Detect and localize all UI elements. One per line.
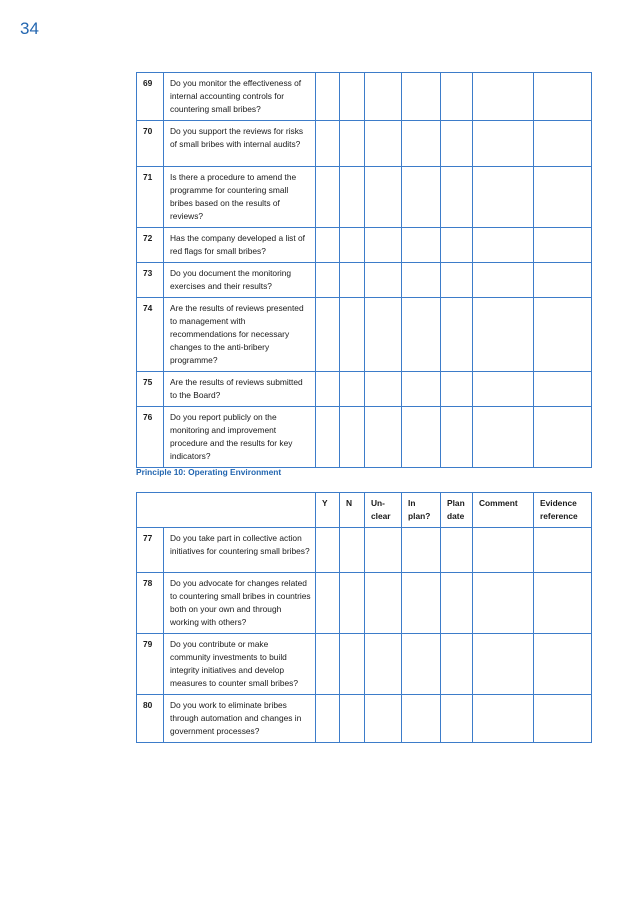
answer-in-plan-cell[interactable] (402, 372, 441, 407)
header-n: N (340, 493, 365, 528)
answer-in-plan-cell[interactable] (402, 634, 441, 695)
plan-date-cell[interactable] (441, 73, 473, 121)
plan-date-cell[interactable] (441, 167, 473, 228)
answer-y-cell[interactable] (316, 573, 340, 634)
answer-n-cell[interactable] (340, 121, 365, 167)
evidence-reference-cell[interactable] (534, 634, 592, 695)
evidence-reference-cell[interactable] (534, 228, 592, 263)
comment-cell[interactable] (473, 407, 534, 468)
question-number: 79 (137, 634, 164, 695)
answer-unclear-cell[interactable] (365, 695, 402, 743)
question-number: 73 (137, 263, 164, 298)
answer-n-cell[interactable] (340, 528, 365, 573)
evidence-reference-cell[interactable] (534, 695, 592, 743)
answer-unclear-cell[interactable] (365, 573, 402, 634)
answer-n-cell[interactable] (340, 372, 365, 407)
evidence-reference-cell[interactable] (534, 121, 592, 167)
question-text: Do you advocate for changes related to countering small bribes in countries both on your own and through working with others? (164, 573, 316, 634)
comment-cell[interactable] (473, 121, 534, 167)
answer-n-cell[interactable] (340, 573, 365, 634)
comment-cell[interactable] (473, 695, 534, 743)
question-text: Do you monitor the effectiveness of internal accounting controls for countering small bribes? (164, 73, 316, 121)
checklist-table-operating-environment (136, 492, 592, 743)
answer-n-cell[interactable] (340, 228, 365, 263)
answer-y-cell[interactable] (316, 73, 340, 121)
table-row (137, 298, 592, 372)
question-text: Are the results of reviews presented to management with recommendations for necessary changes to the anti-bribery programme? (164, 298, 316, 372)
answer-y-cell[interactable] (316, 695, 340, 743)
answer-y-cell[interactable] (316, 121, 340, 167)
answer-n-cell[interactable] (340, 73, 365, 121)
answer-in-plan-cell[interactable] (402, 121, 441, 167)
question-number: 78 (137, 573, 164, 634)
comment-cell[interactable] (473, 298, 534, 372)
evidence-reference-cell[interactable] (534, 372, 592, 407)
table-row (137, 573, 592, 634)
question-number: 70 (137, 121, 164, 167)
comment-cell[interactable] (473, 263, 534, 298)
answer-unclear-cell[interactable] (365, 634, 402, 695)
answer-unclear-cell[interactable] (365, 407, 402, 468)
answer-y-cell[interactable] (316, 167, 340, 228)
header-row (137, 493, 592, 528)
answer-n-cell[interactable] (340, 298, 365, 372)
question-text: Has the company developed a list of red flags for small bribes? (164, 228, 316, 263)
page-number: 34 (20, 19, 39, 38)
plan-date-cell[interactable] (441, 573, 473, 634)
comment-cell[interactable] (473, 73, 534, 121)
answer-unclear-cell[interactable] (365, 228, 402, 263)
question-text: Do you take part in collective action initiatives for countering small bribes? (164, 528, 316, 573)
header-evidence: Evidence reference (534, 493, 592, 528)
plan-date-cell[interactable] (441, 228, 473, 263)
answer-in-plan-cell[interactable] (402, 407, 441, 468)
answer-n-cell[interactable] (340, 263, 365, 298)
answer-in-plan-cell[interactable] (402, 167, 441, 228)
evidence-reference-cell[interactable] (534, 573, 592, 634)
plan-date-cell[interactable] (441, 528, 473, 573)
table-row (137, 407, 592, 468)
answer-unclear-cell[interactable] (365, 528, 402, 573)
section-heading: Principle 10: Operating Environment (136, 467, 282, 477)
answer-unclear-cell[interactable] (365, 298, 402, 372)
answer-n-cell[interactable] (340, 695, 365, 743)
question-number: 77 (137, 528, 164, 573)
answer-n-cell[interactable] (340, 407, 365, 468)
answer-y-cell[interactable] (316, 634, 340, 695)
table-row (137, 121, 592, 167)
answer-in-plan-cell[interactable] (402, 573, 441, 634)
answer-y-cell[interactable] (316, 372, 340, 407)
answer-y-cell[interactable] (316, 263, 340, 298)
comment-cell[interactable] (473, 528, 534, 573)
answer-unclear-cell[interactable] (365, 167, 402, 228)
answer-in-plan-cell[interactable] (402, 228, 441, 263)
question-text: Do you document the monitoring exercises and their results? (164, 263, 316, 298)
question-number: 69 (137, 73, 164, 121)
table-row (137, 263, 592, 298)
header-y: Y (316, 493, 340, 528)
table-row (137, 695, 592, 743)
plan-date-cell[interactable] (441, 298, 473, 372)
table-row (137, 634, 592, 695)
comment-cell[interactable] (473, 634, 534, 695)
table-row (137, 372, 592, 407)
question-number: 74 (137, 298, 164, 372)
answer-y-cell[interactable] (316, 528, 340, 573)
comment-cell[interactable] (473, 372, 534, 407)
question-text: Do you report publicly on the monitoring and improvement procedure and the results for key indicators? (164, 407, 316, 468)
answer-unclear-cell[interactable] (365, 73, 402, 121)
header-blank (137, 493, 316, 528)
question-text: Do you contribute or make community investments to build integrity initiatives and develop measures to counter small bribes? (164, 634, 316, 695)
question-text: Are the results of reviews submitted to the Board? (164, 372, 316, 407)
header-unclear: Un-clear (365, 493, 402, 528)
evidence-reference-cell[interactable] (534, 528, 592, 573)
plan-date-cell[interactable] (441, 372, 473, 407)
question-number: 72 (137, 228, 164, 263)
plan-date-cell[interactable] (441, 407, 473, 468)
answer-y-cell[interactable] (316, 298, 340, 372)
answer-unclear-cell[interactable] (365, 121, 402, 167)
question-number: 75 (137, 372, 164, 407)
question-text: Do you support the reviews for risks of small bribes with internal audits? (164, 121, 316, 167)
evidence-reference-cell[interactable] (534, 407, 592, 468)
evidence-reference-cell[interactable] (534, 298, 592, 372)
answer-in-plan-cell[interactable] (402, 73, 441, 121)
comment-cell[interactable] (473, 167, 534, 228)
header-comment: Comment (473, 493, 534, 528)
answer-n-cell[interactable] (340, 167, 365, 228)
comment-cell[interactable] (473, 573, 534, 634)
question-number: 71 (137, 167, 164, 228)
question-number: 80 (137, 695, 164, 743)
answer-y-cell[interactable] (316, 407, 340, 468)
evidence-reference-cell[interactable] (534, 167, 592, 228)
header-plan-date: Plan date (441, 493, 473, 528)
answer-n-cell[interactable] (340, 634, 365, 695)
comment-cell[interactable] (473, 228, 534, 263)
question-text: Is there a procedure to amend the programme for countering small bribes based on the results of reviews? (164, 167, 316, 228)
answer-in-plan-cell[interactable] (402, 263, 441, 298)
table-row (137, 228, 592, 263)
checklist-table-monitoring (136, 72, 592, 468)
plan-date-cell[interactable] (441, 263, 473, 298)
answer-unclear-cell[interactable] (365, 263, 402, 298)
evidence-reference-cell[interactable] (534, 73, 592, 121)
plan-date-cell[interactable] (441, 695, 473, 743)
table-row (137, 73, 592, 121)
answer-in-plan-cell[interactable] (402, 528, 441, 573)
table-row (137, 528, 592, 573)
question-text: Do you work to eliminate bribes through automation and changes in government processes? (164, 695, 316, 743)
plan-date-cell[interactable] (441, 121, 473, 167)
answer-in-plan-cell[interactable] (402, 695, 441, 743)
answer-y-cell[interactable] (316, 228, 340, 263)
plan-date-cell[interactable] (441, 634, 473, 695)
header-in-plan: In plan? (402, 493, 441, 528)
table-row (137, 167, 592, 228)
evidence-reference-cell[interactable] (534, 263, 592, 298)
question-number: 76 (137, 407, 164, 468)
answer-unclear-cell[interactable] (365, 372, 402, 407)
answer-in-plan-cell[interactable] (402, 298, 441, 372)
